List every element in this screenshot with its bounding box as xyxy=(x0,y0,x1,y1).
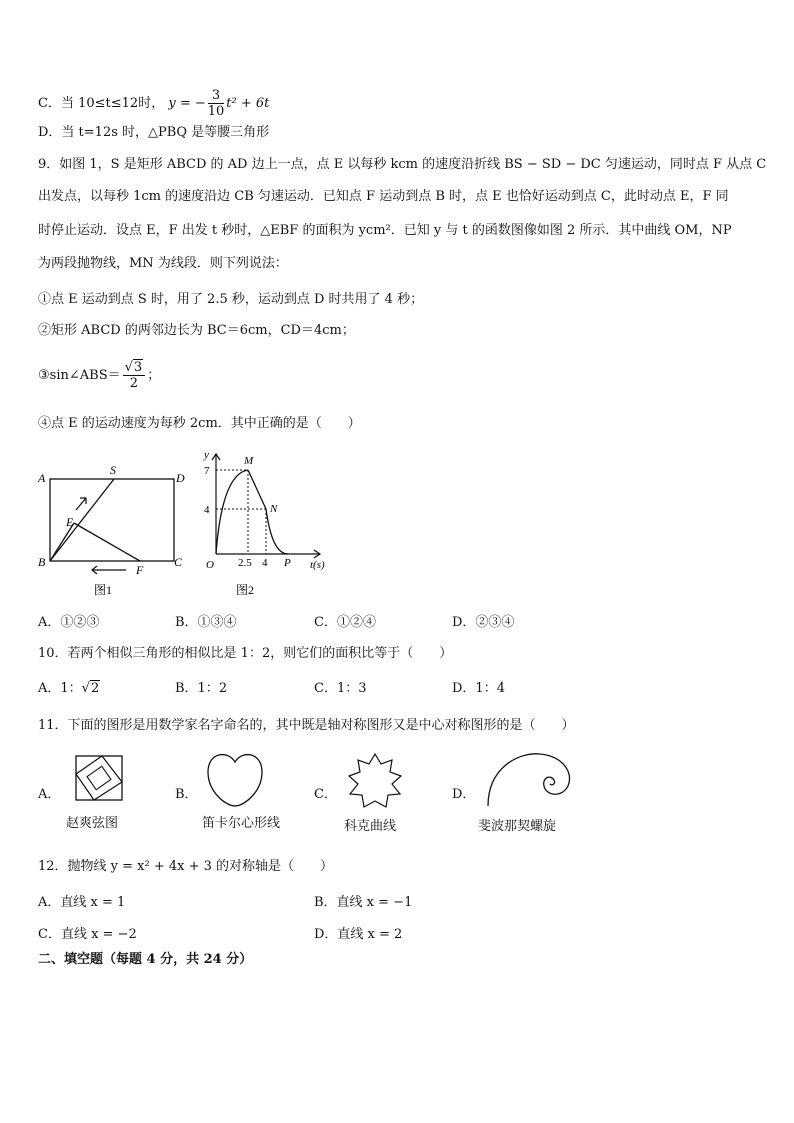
q9-option-d[interactable]: D．②③④ xyxy=(452,615,515,630)
q9-option-b[interactable]: B．①③④ xyxy=(175,615,237,630)
cardioid-icon xyxy=(202,748,268,810)
q9-statement-2: ②矩形 ABCD 的两邻边长为 BC＝6cm，CD＝4cm； xyxy=(38,323,355,338)
q12-option-b[interactable]: B．直线 x = −1 xyxy=(314,895,413,910)
q9-statement-4: ④点 E 的运动速度为每秒 2cm．其中正确的是（ ） xyxy=(38,416,361,431)
label-b: B xyxy=(38,555,46,569)
q9-statement-3: ③sin∠ABS＝ $\frac{√3}{2}$ ； xyxy=(38,360,161,391)
q9-statement-1: ①点 E 运动到点 S 时，用了 2.5 秒，运动到点 D 时共用了 4 秒； xyxy=(38,292,424,307)
label-n: N xyxy=(270,503,278,515)
label-t: t(s) xyxy=(310,559,325,571)
curve-om xyxy=(216,470,248,554)
label-s: S xyxy=(110,463,116,477)
label-f: F xyxy=(136,563,144,577)
q12-option-c[interactable]: C．直线 x = −2 xyxy=(38,927,137,942)
q12-option-a[interactable]: A．直线 x = 1 xyxy=(38,895,126,910)
label-y: y xyxy=(204,449,209,461)
q10-option-a[interactable]: A．1：√2 xyxy=(38,681,100,696)
q9-stem-line1: 9．如图 1，S 是矩形 ABCD 的 AD 边上一点，点 E 以每秒 kcm 的速度沿折线 BS − SD − DC 匀速运动，同时点 F 从点 C xyxy=(38,157,767,172)
q9-option-c[interactable]: C．①②④ xyxy=(314,615,376,630)
q9-stem-line4: 为两段抛物线，MN 为线段．则下列说法： xyxy=(38,256,288,271)
caption-figure-1: 图1 xyxy=(94,583,113,597)
q11-option-c[interactable]: C． xyxy=(314,787,337,802)
segment-ef xyxy=(74,523,140,561)
q12-option-d[interactable]: D．直线 x = 2 xyxy=(314,927,403,942)
q10-stem: 10．若两个相似三角形的相似比是 1：2，则它们的面积比等于（ ） xyxy=(38,646,453,661)
caption-cardioid: 笛卡尔心形线 xyxy=(202,816,281,831)
q8-option-c: C．当 10≤t≤12时， y = − $\frac{3}{10}$ t² + 6t xyxy=(38,88,270,119)
label-m: M xyxy=(244,455,254,467)
segment-bs xyxy=(50,479,114,561)
label-o: O xyxy=(206,559,214,571)
koch-snowflake-icon xyxy=(344,750,406,812)
q10-option-d[interactable]: D．1：4 xyxy=(452,681,505,696)
q9-stem-line2: 出发点，以每秒 1cm 的速度沿边 CB 匀速运动．已知点 F 运动到点 B 时，点 E 也恰好运动到点 C，此时动点 E，F 同 xyxy=(38,189,729,204)
tick-2-5: 2.5 xyxy=(238,557,252,569)
section-2-heading: 二、填空题（每题 4 分，共 24 分） xyxy=(38,952,253,967)
label-d: D xyxy=(176,471,185,485)
q11-option-b[interactable]: B． xyxy=(175,787,198,802)
caption-zhao-shuang: 赵爽弦图 xyxy=(66,816,119,831)
arrow-up-icon xyxy=(76,498,86,510)
zhao-shuang-diagram-icon xyxy=(72,752,128,804)
q11-option-a[interactable]: A． xyxy=(38,787,61,802)
q9-figure-2 xyxy=(198,446,338,600)
label-e: E xyxy=(66,515,74,529)
q9-figure-1 xyxy=(32,458,192,600)
q9-option-a[interactable]: A．①②③ xyxy=(38,615,100,630)
q12-stem: 12．抛物线 y = x² + 4x + 3 的对称轴是（ ） xyxy=(38,859,334,874)
tick-t4: 4 xyxy=(262,557,268,569)
caption-fibonacci: 斐波那契螺旋 xyxy=(478,819,557,834)
q11-option-d[interactable]: D． xyxy=(452,787,476,802)
q10-option-c[interactable]: C．1：3 xyxy=(314,681,367,696)
tick-4: 4 xyxy=(204,504,210,516)
q10-option-b[interactable]: B．1：2 xyxy=(175,681,228,696)
label-c: C xyxy=(174,555,183,569)
caption-figure-2: 图2 xyxy=(236,583,255,597)
q9-stem-line3: 时停止运动．设点 E，F 出发 t 秒时，△EBF 的面积为 ycm²．已知 y 与 t 的函数图像如图 2 所示．其中曲线 OM，NP xyxy=(38,223,732,238)
q8-option-d: D．当 t=12s 时，△PBQ 是等腰三角形 xyxy=(38,125,270,140)
label-a: A xyxy=(38,471,46,485)
tick-7: 7 xyxy=(204,465,210,477)
fibonacci-spiral-icon xyxy=(478,748,578,810)
caption-koch: 科克曲线 xyxy=(344,819,397,834)
label-p: P xyxy=(284,557,291,569)
segment-mn xyxy=(248,470,266,509)
q11-stem: 11．下面的图形是用数学家名字命名的，其中既是轴对称图形又是中心对称图形的是（ ） xyxy=(38,718,575,733)
curve-np xyxy=(266,509,288,554)
